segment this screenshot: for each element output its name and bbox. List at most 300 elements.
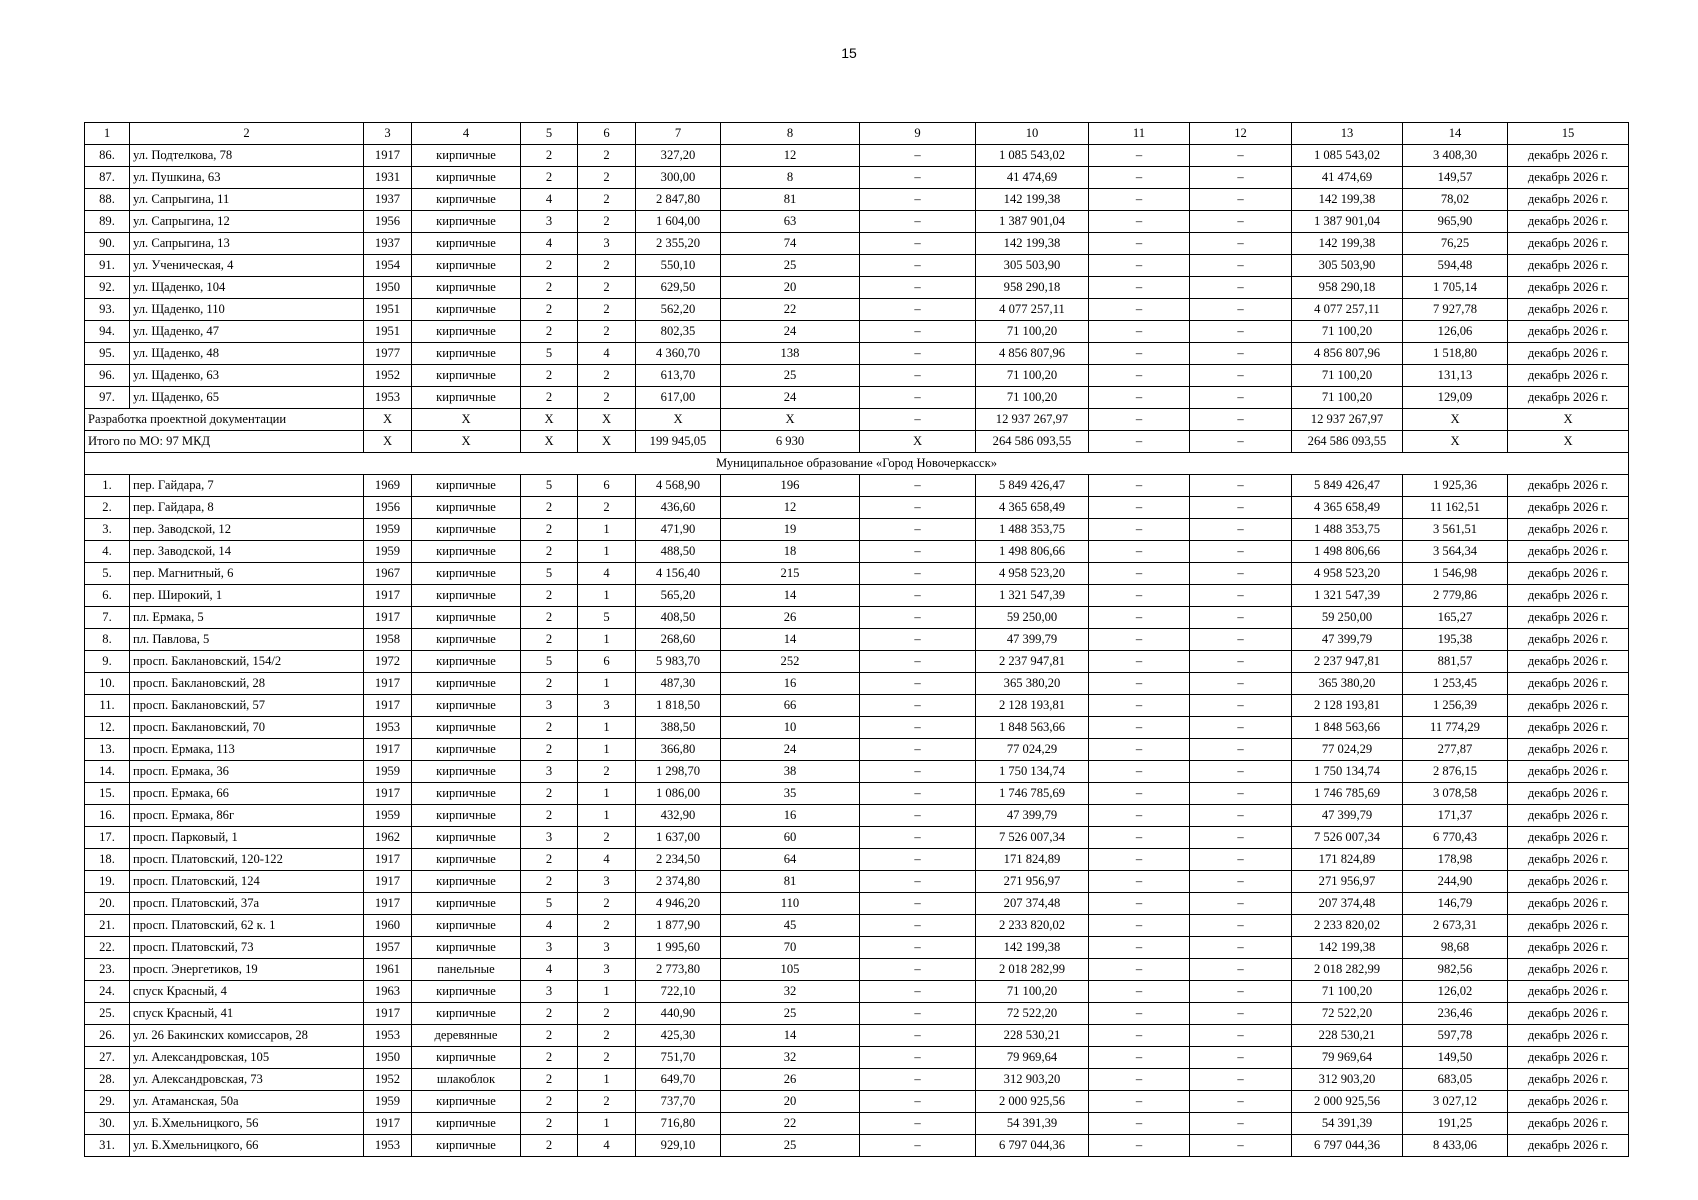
table-cell: 4 856 807,96	[976, 343, 1089, 365]
table-cell: 1953	[364, 387, 412, 409]
table-cell: –	[860, 1069, 976, 1091]
table-cell: –	[1190, 233, 1292, 255]
table-cell: кирпичные	[412, 827, 521, 849]
table-cell: 1951	[364, 321, 412, 343]
table-cell: 1 995,60	[636, 937, 721, 959]
table-cell: декабрь 2026 г.	[1508, 717, 1629, 739]
table-cell: 1 387 901,04	[976, 211, 1089, 233]
table-cell: 716,80	[636, 1113, 721, 1135]
table-cell: 79 969,64	[1292, 1047, 1403, 1069]
table-cell: –	[1089, 475, 1190, 497]
table-cell: –	[860, 981, 976, 1003]
table-cell: –	[1190, 783, 1292, 805]
table-cell: просп. Ермака, 86г	[130, 805, 364, 827]
table-cell: –	[860, 365, 976, 387]
table-cell: 1959	[364, 761, 412, 783]
table-cell: 881,57	[1403, 651, 1508, 673]
table-cell: 3	[578, 959, 636, 981]
table-cell: кирпичные	[412, 651, 521, 673]
table-cell: 1 848 563,66	[1292, 717, 1403, 739]
table-cell: –	[860, 717, 976, 739]
table-cell: спуск Красный, 41	[130, 1003, 364, 1025]
table-cell: 6	[578, 475, 636, 497]
table-cell: 1	[578, 805, 636, 827]
table-cell: декабрь 2026 г.	[1508, 607, 1629, 629]
table-cell: просп. Ермака, 36	[130, 761, 364, 783]
table-cell: 4 568,90	[636, 475, 721, 497]
table-cell: 171 824,89	[976, 849, 1089, 871]
table-cell: –	[1089, 717, 1190, 739]
table-cell: 2	[521, 255, 578, 277]
table-cell: 16	[721, 805, 860, 827]
table-cell: 305 503,90	[976, 255, 1089, 277]
table-cell: 21.	[85, 915, 130, 937]
table-cell: 142 199,38	[976, 937, 1089, 959]
table-cell: 2	[578, 387, 636, 409]
table-cell: декабрь 2026 г.	[1508, 1091, 1629, 1113]
table-cell: 1 387 901,04	[1292, 211, 1403, 233]
table-cell: 18.	[85, 849, 130, 871]
table-cell: 487,30	[636, 673, 721, 695]
table-cell: 4 156,40	[636, 563, 721, 585]
table-cell: 252	[721, 651, 860, 673]
table-cell: 1917	[364, 1113, 412, 1135]
table-cell: 7 927,78	[1403, 299, 1508, 321]
table-cell: –	[860, 651, 976, 673]
table-cell: 5	[521, 651, 578, 673]
table-cell: кирпичные	[412, 299, 521, 321]
table-cell: кирпичные	[412, 167, 521, 189]
table-cell: 1	[578, 629, 636, 651]
table-cell: 2	[578, 145, 636, 167]
table-cell: –	[860, 475, 976, 497]
table-row	[85, 849, 1629, 871]
table-cell: –	[1190, 717, 1292, 739]
table-cell: кирпичные	[412, 475, 521, 497]
table-cell: –	[1089, 365, 1190, 387]
table-cell: 268,60	[636, 629, 721, 651]
summary-row	[85, 409, 1629, 431]
table-cell: 12 937 267,97	[1292, 409, 1403, 431]
table-cell: 722,10	[636, 981, 721, 1003]
table-cell: просп. Платовский, 37а	[130, 893, 364, 915]
table-cell: –	[1190, 189, 1292, 211]
table-cell: X	[364, 409, 412, 431]
table-cell: 440,90	[636, 1003, 721, 1025]
table-cell: –	[1190, 431, 1292, 453]
table-cell: 2	[521, 629, 578, 651]
table-cell: –	[860, 1135, 976, 1157]
table-cell: –	[1089, 1047, 1190, 1069]
table-cell: –	[1190, 365, 1292, 387]
table-cell: 1957	[364, 937, 412, 959]
table-cell: 14	[721, 629, 860, 651]
table-cell: 5	[521, 563, 578, 585]
table-cell: ул. Александровская, 73	[130, 1069, 364, 1091]
table-cell: 1917	[364, 871, 412, 893]
table-cell: 30.	[85, 1113, 130, 1135]
table-cell: –	[1089, 563, 1190, 585]
table-cell: кирпичные	[412, 981, 521, 1003]
table-cell: 78,02	[1403, 189, 1508, 211]
table-cell: 1959	[364, 541, 412, 563]
table-cell: кирпичные	[412, 255, 521, 277]
table-cell: 1	[578, 1069, 636, 1091]
table-cell: –	[1190, 695, 1292, 717]
table-cell: 1 604,00	[636, 211, 721, 233]
table-cell: 149,50	[1403, 1047, 1508, 1069]
table-cell: 47 399,79	[1292, 629, 1403, 651]
table-cell: 1 705,14	[1403, 277, 1508, 299]
table-cell: 365 380,20	[976, 673, 1089, 695]
table-cell: 1 750 134,74	[976, 761, 1089, 783]
table-cell: 3 561,51	[1403, 519, 1508, 541]
table-cell: 71 100,20	[1292, 387, 1403, 409]
table-cell: ул. Щаденко, 110	[130, 299, 364, 321]
table-cell: 2	[578, 277, 636, 299]
table-cell: 488,50	[636, 541, 721, 563]
table-cell: 2	[578, 893, 636, 915]
table-cell: 6 797 044,36	[976, 1135, 1089, 1157]
table-cell: пер. Заводской, 14	[130, 541, 364, 563]
table-cell: 4 077 257,11	[976, 299, 1089, 321]
table-cell: 1969	[364, 475, 412, 497]
table-cell: 2 374,80	[636, 871, 721, 893]
table-cell: декабрь 2026 г.	[1508, 541, 1629, 563]
table-cell: –	[1190, 1135, 1292, 1157]
table-cell: 126,02	[1403, 981, 1508, 1003]
table-cell: 2	[521, 387, 578, 409]
table-cell: 2	[578, 1047, 636, 1069]
table-cell: –	[1190, 167, 1292, 189]
table-cell: 94.	[85, 321, 130, 343]
table-cell: 2 000 925,56	[1292, 1091, 1403, 1113]
table-row	[85, 1025, 1629, 1047]
table-cell: 142 199,38	[1292, 189, 1403, 211]
table-cell: –	[1089, 541, 1190, 563]
table-cell: 958 290,18	[976, 277, 1089, 299]
table-cell: –	[860, 695, 976, 717]
table-row	[85, 1113, 1629, 1135]
table-cell: –	[1089, 915, 1190, 937]
table-cell: декабрь 2026 г.	[1508, 695, 1629, 717]
table-cell: 31.	[85, 1135, 130, 1157]
table-cell: –	[1089, 409, 1190, 431]
table-cell: 1959	[364, 519, 412, 541]
table-cell: 3	[578, 871, 636, 893]
table-cell: –	[1190, 1113, 1292, 1135]
table-cell: 1 746 785,69	[1292, 783, 1403, 805]
table-cell: 207 374,48	[976, 893, 1089, 915]
table-cell: X	[521, 431, 578, 453]
table-cell: 550,10	[636, 255, 721, 277]
register-table	[84, 122, 1629, 1157]
table-cell: 3	[578, 937, 636, 959]
table-cell: 562,20	[636, 299, 721, 321]
table-cell: 5 849 426,47	[976, 475, 1089, 497]
table-cell: 2	[521, 497, 578, 519]
table-cell: 54 391,39	[1292, 1113, 1403, 1135]
table-cell: декабрь 2026 г.	[1508, 673, 1629, 695]
table-cell: ул. Ученическая, 4	[130, 255, 364, 277]
table-cell: 4 077 257,11	[1292, 299, 1403, 321]
table-cell: 432,90	[636, 805, 721, 827]
table-cell: ул. Сапрыгина, 12	[130, 211, 364, 233]
table-cell: 1952	[364, 365, 412, 387]
table-cell: 24	[721, 739, 860, 761]
table-cell: 1	[578, 1113, 636, 1135]
table-cell: просп. Баклановский, 70	[130, 717, 364, 739]
table-cell: –	[860, 1091, 976, 1113]
table-cell: 2	[578, 321, 636, 343]
table-cell: 8	[721, 167, 860, 189]
table-cell: –	[860, 167, 976, 189]
table-cell: 1 488 353,75	[1292, 519, 1403, 541]
table-cell: декабрь 2026 г.	[1508, 915, 1629, 937]
table-cell: 19	[721, 519, 860, 541]
table-cell: 27.	[85, 1047, 130, 1069]
table-row	[85, 1003, 1629, 1025]
table-cell: 2	[521, 299, 578, 321]
table-cell: 3	[364, 123, 412, 145]
table-cell: декабрь 2026 г.	[1508, 1113, 1629, 1135]
table-cell: –	[860, 915, 976, 937]
table-cell: –	[1089, 739, 1190, 761]
table-cell: –	[1089, 277, 1190, 299]
table-cell: 10.	[85, 673, 130, 695]
table-cell: –	[1190, 1091, 1292, 1113]
table-cell: 1 085 543,02	[1292, 145, 1403, 167]
table-cell: 7 526 007,34	[976, 827, 1089, 849]
table-cell: 195,38	[1403, 629, 1508, 651]
table-cell: –	[1089, 805, 1190, 827]
table-cell: 958 290,18	[1292, 277, 1403, 299]
table-cell: 9.	[85, 651, 130, 673]
table-cell: –	[1089, 937, 1190, 959]
table-cell: 3	[521, 695, 578, 717]
table-cell: 1.	[85, 475, 130, 497]
table-cell: 1 925,36	[1403, 475, 1508, 497]
table-row	[85, 585, 1629, 607]
table-cell: 2	[521, 1069, 578, 1091]
table-cell: 26	[721, 607, 860, 629]
table-cell: 6 930	[721, 431, 860, 453]
table-cell: 4 958 523,20	[976, 563, 1089, 585]
table-cell: 63	[721, 211, 860, 233]
table-cell: кирпичные	[412, 277, 521, 299]
table-cell: 1917	[364, 695, 412, 717]
table-cell: 207 374,48	[1292, 893, 1403, 915]
table-cell: 25.	[85, 1003, 130, 1025]
table-cell: декабрь 2026 г.	[1508, 189, 1629, 211]
table-cell: 965,90	[1403, 211, 1508, 233]
table-cell: 3 078,58	[1403, 783, 1508, 805]
table-cell: 2	[130, 123, 364, 145]
table-cell: 3	[578, 233, 636, 255]
table-cell: –	[1190, 343, 1292, 365]
table-cell: 32	[721, 1047, 860, 1069]
table-cell: 165,27	[1403, 607, 1508, 629]
table-cell: 2	[521, 739, 578, 761]
table-cell: 1917	[364, 607, 412, 629]
table-cell: 126,06	[1403, 321, 1508, 343]
table-cell: –	[1190, 871, 1292, 893]
table-cell: 366,80	[636, 739, 721, 761]
table-cell: 2 233 820,02	[1292, 915, 1403, 937]
table-cell: кирпичные	[412, 893, 521, 915]
table-cell: 2	[578, 255, 636, 277]
table-cell: 215	[721, 563, 860, 585]
table-cell: –	[1089, 695, 1190, 717]
table-cell: –	[860, 189, 976, 211]
table-cell: –	[860, 387, 976, 409]
table-cell: –	[1190, 607, 1292, 629]
table-cell: декабрь 2026 г.	[1508, 849, 1629, 871]
table-cell: 2 018 282,99	[976, 959, 1089, 981]
table-cell: –	[860, 739, 976, 761]
table-cell: –	[1190, 145, 1292, 167]
table-cell: 594,48	[1403, 255, 1508, 277]
table-cell: 2 237 947,81	[1292, 651, 1403, 673]
table-cell: –	[860, 783, 976, 805]
table-cell: –	[860, 321, 976, 343]
table-cell: просп. Баклановский, 154/2	[130, 651, 364, 673]
table-cell: просп. Платовский, 73	[130, 937, 364, 959]
table-cell: X	[521, 409, 578, 431]
table-cell: 2	[578, 1025, 636, 1047]
table-cell: 3 027,12	[1403, 1091, 1508, 1113]
table-cell: 425,30	[636, 1025, 721, 1047]
table-cell: 1	[578, 981, 636, 1003]
table-cell: декабрь 2026 г.	[1508, 871, 1629, 893]
table-cell: 71 100,20	[1292, 365, 1403, 387]
table-cell: просп. Баклановский, 28	[130, 673, 364, 695]
table-cell: просп. Баклановский, 57	[130, 695, 364, 717]
table-cell: декабрь 2026 г.	[1508, 321, 1629, 343]
table-cell: кирпичные	[412, 387, 521, 409]
table-cell: 59 250,00	[1292, 607, 1403, 629]
table-cell: 5	[521, 893, 578, 915]
table-cell: –	[860, 607, 976, 629]
table-cell: –	[1190, 1047, 1292, 1069]
table-cell: 110	[721, 893, 860, 915]
table-row	[85, 167, 1629, 189]
table-cell: 16.	[85, 805, 130, 827]
table-cell: пер. Гайдара, 7	[130, 475, 364, 497]
table-cell: кирпичные	[412, 1113, 521, 1135]
table-cell: –	[1190, 255, 1292, 277]
table-cell: 2	[578, 827, 636, 849]
table-row	[85, 607, 1629, 629]
table-cell: 1977	[364, 343, 412, 365]
table-cell: 4	[578, 343, 636, 365]
table-cell: X	[860, 431, 976, 453]
table-cell: 1	[578, 585, 636, 607]
table-cell: –	[860, 1047, 976, 1069]
table-cell: 1956	[364, 211, 412, 233]
table-cell: декабрь 2026 г.	[1508, 387, 1629, 409]
table-cell: –	[1089, 1091, 1190, 1113]
table-row	[85, 145, 1629, 167]
table-cell: –	[1190, 761, 1292, 783]
table-cell: –	[1190, 387, 1292, 409]
table-cell: 4	[521, 915, 578, 937]
table-cell: 2	[578, 211, 636, 233]
table-cell: 2 876,15	[1403, 761, 1508, 783]
table-cell: 131,13	[1403, 365, 1508, 387]
table-cell: 4	[412, 123, 521, 145]
table-row	[85, 365, 1629, 387]
table-cell: кирпичные	[412, 607, 521, 629]
table-body	[85, 123, 1629, 1157]
table-cell: –	[1190, 1069, 1292, 1091]
table-cell: –	[1089, 233, 1190, 255]
table-row	[85, 211, 1629, 233]
table-cell: 23.	[85, 959, 130, 981]
table-cell: 3 564,34	[1403, 541, 1508, 563]
table-cell: 142 199,38	[1292, 233, 1403, 255]
table-cell: 388,50	[636, 717, 721, 739]
table-cell: 1	[578, 519, 636, 541]
table-cell: 4 856 807,96	[1292, 343, 1403, 365]
table-cell: –	[1089, 167, 1190, 189]
table-cell: декабрь 2026 г.	[1508, 497, 1629, 519]
table-cell: 2	[521, 365, 578, 387]
table-cell: 14.	[85, 761, 130, 783]
table-cell: 1	[578, 541, 636, 563]
table-row	[85, 629, 1629, 651]
table-cell: 1 498 806,66	[976, 541, 1089, 563]
table-cell: –	[1190, 629, 1292, 651]
table-cell: 2	[521, 805, 578, 827]
table-cell: –	[860, 233, 976, 255]
table-row	[85, 475, 1629, 497]
table-cell: 20	[721, 277, 860, 299]
table-cell: декабрь 2026 г.	[1508, 277, 1629, 299]
table-cell: 2	[521, 849, 578, 871]
table-cell: кирпичные	[412, 189, 521, 211]
table-cell: кирпичные	[412, 541, 521, 563]
table-cell: 1 848 563,66	[976, 717, 1089, 739]
table-cell: X	[364, 431, 412, 453]
table-cell: декабрь 2026 г.	[1508, 629, 1629, 651]
table-cell: –	[860, 893, 976, 915]
table-cell: –	[1089, 783, 1190, 805]
table-cell: декабрь 2026 г.	[1508, 783, 1629, 805]
table-cell: –	[1089, 607, 1190, 629]
table-cell: декабрь 2026 г.	[1508, 1003, 1629, 1025]
table-cell: шлакоблок	[412, 1069, 521, 1091]
table-cell: 300,00	[636, 167, 721, 189]
table-cell: ул. Сапрыгина, 11	[130, 189, 364, 211]
table-cell: 5 849 426,47	[1292, 475, 1403, 497]
table-cell: декабрь 2026 г.	[1508, 299, 1629, 321]
table-cell: 1 321 547,39	[1292, 585, 1403, 607]
table-row	[85, 1047, 1629, 1069]
table-cell: 199 945,05	[636, 431, 721, 453]
table-cell: 2	[521, 541, 578, 563]
table-cell: 2 018 282,99	[1292, 959, 1403, 981]
table-cell: 71 100,20	[1292, 981, 1403, 1003]
table-cell: 1	[578, 739, 636, 761]
table-cell: декабрь 2026 г.	[1508, 1135, 1629, 1157]
table-cell: 2 233 820,02	[976, 915, 1089, 937]
table-cell: –	[1190, 827, 1292, 849]
table-cell: –	[1190, 981, 1292, 1003]
table-cell: 2	[578, 1091, 636, 1113]
table-cell: 1	[85, 123, 130, 145]
table-cell: 14	[1403, 123, 1508, 145]
